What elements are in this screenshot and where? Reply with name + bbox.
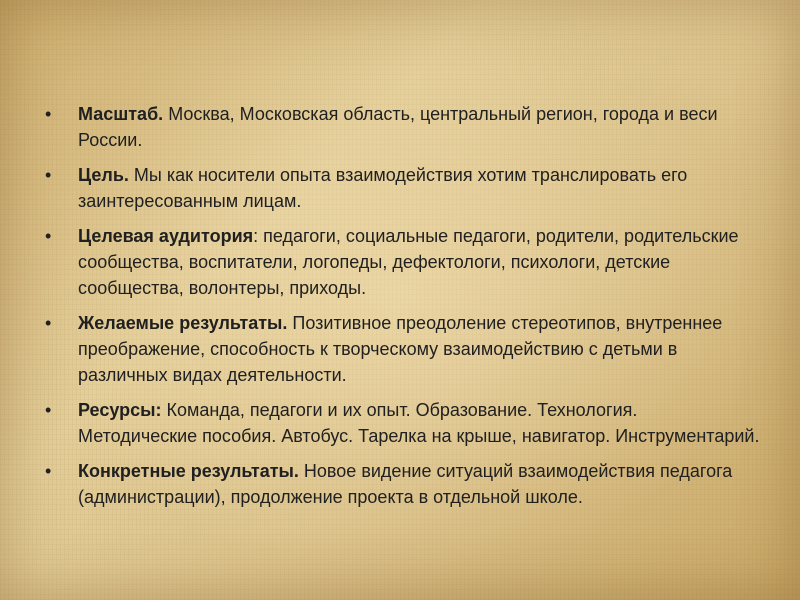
term-scale: Масштаб. [78,104,164,124]
term-resources: Ресурсы: [78,400,162,420]
bullet-list [40,101,760,510]
bullet-icon: • [45,400,52,420]
text-scale: Москва, Московская область, центральный регион, города и веси России. [78,104,718,150]
term-concrete-results: Конкретные результаты. [78,461,299,481]
text-concrete-results: Новое видение ситуаций взаимодействия педагога (администрации), продолжение проекта в отдельной школе. [78,461,733,507]
bullet-item-goal [40,162,760,214]
bullet-icon: • [45,104,52,124]
slide-content [40,101,760,519]
bullet-item-scale [40,101,760,153]
bullet-item-desired-results [40,310,760,388]
bullet-icon: • [45,165,52,185]
text-audience: : педагоги, социальные педагоги, родители, родительские сообщества, воспитатели, логопеды, дефектологи, психологи, детские сообщества, волонтеры, приходы. [78,226,739,298]
text-goal: Мы как носители опыта взаимодействия хотим транслировать его заинтересованным лицам. [78,165,688,211]
term-desired-results: Желаемые результаты. [78,313,288,333]
bullet-icon: • [45,313,52,333]
bullet-item-concrete-results [40,458,760,510]
bullet-icon: • [45,461,52,481]
term-audience: Целевая аудитория [78,226,254,246]
term-goal: Цель. [78,165,129,185]
bullet-icon: • [45,226,52,246]
bullet-item-audience [40,223,760,301]
text-resources: Команда, педагоги и их опыт. Образование. Технология. Методические пособия. Автобус. Тарелка на крыше, навигатор. Инструментарий. [78,400,760,446]
bullet-item-resources [40,397,760,449]
text-desired-results: Позитивное преодоление стереотипов, внутреннее преображение, способность к творческому взаимодействию с детьми в различных видах деятельности. [78,313,723,385]
